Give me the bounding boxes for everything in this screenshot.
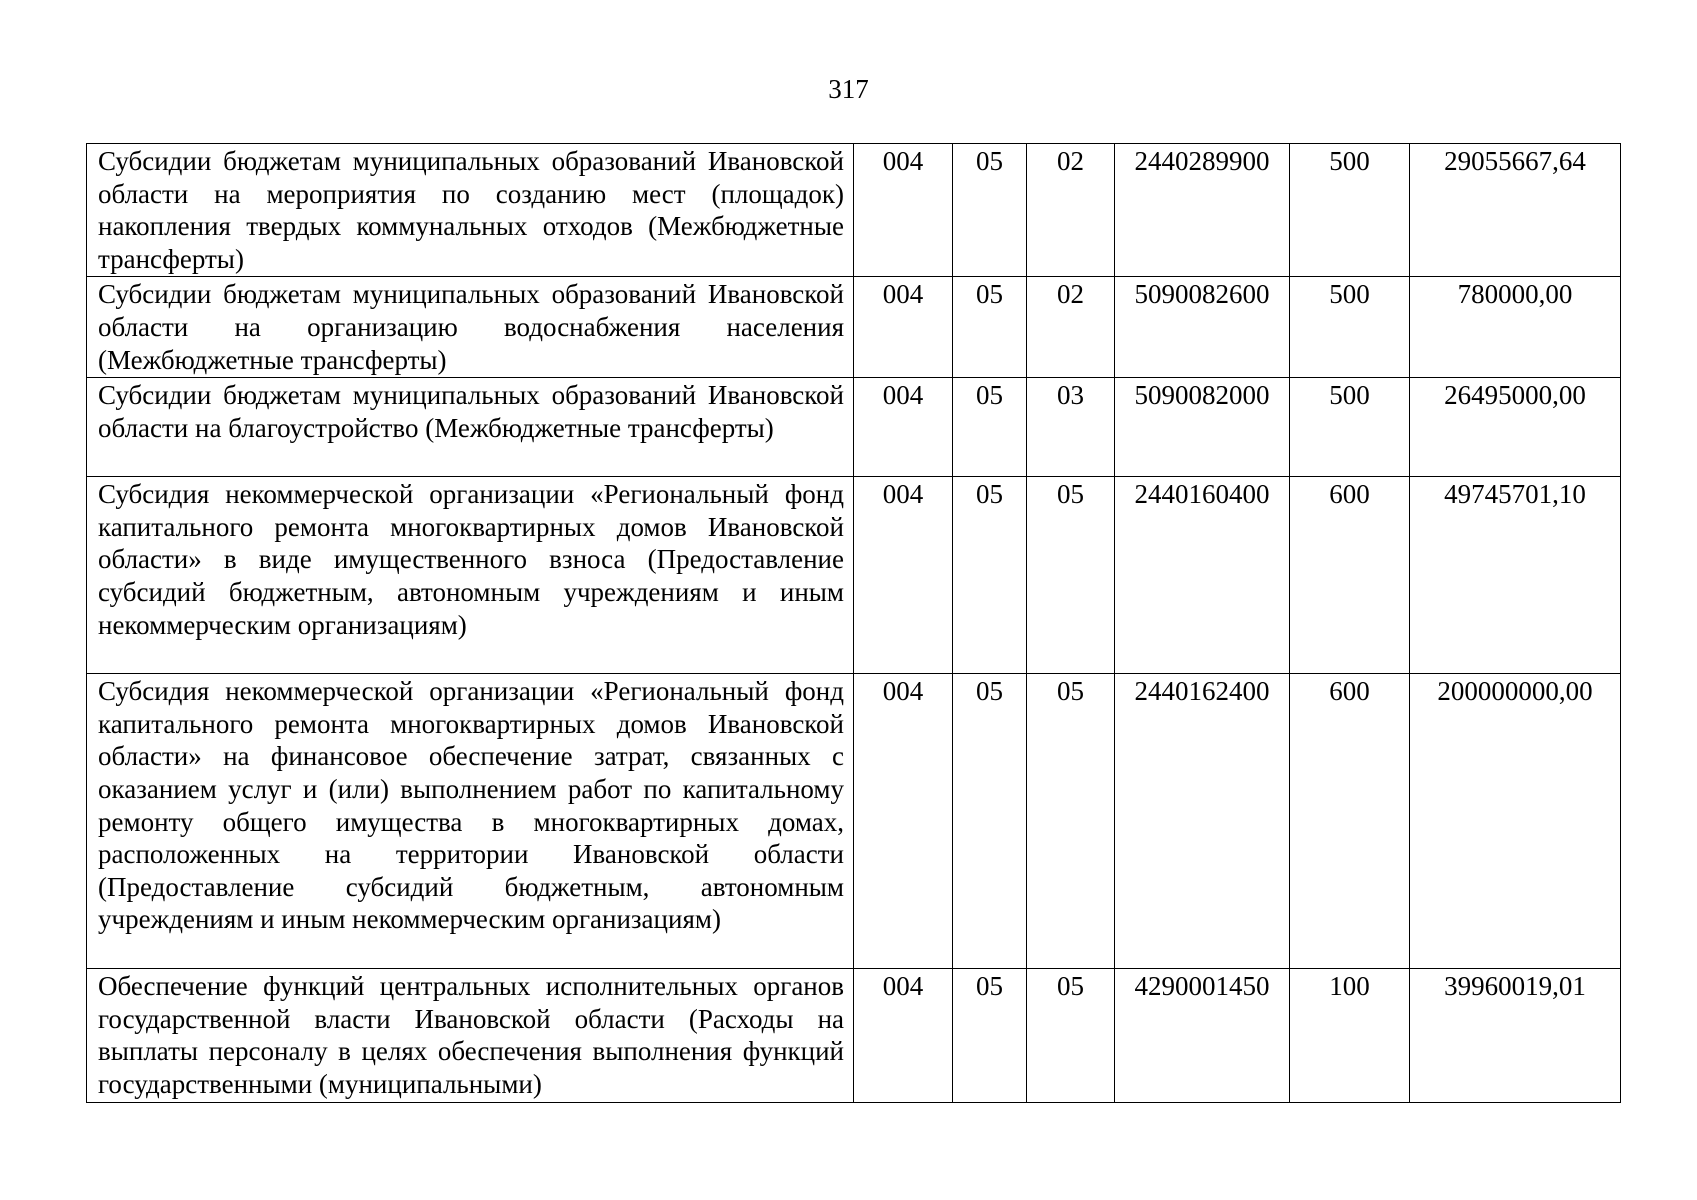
section-code: 05 (953, 477, 1027, 674)
amount: 26495000,00 (1410, 378, 1621, 477)
target-article-code: 5090082000 (1115, 378, 1290, 477)
ministry-code: 004 (854, 378, 953, 477)
subsection-code: 02 (1027, 277, 1115, 378)
table-row (87, 277, 1621, 378)
amount: 780000,00 (1410, 277, 1621, 378)
row-description: Субсидии бюджетам муниципальных образований Ивановской области на благоустройство (Межбюджетные трансферты) (87, 378, 854, 477)
target-article-code: 4290001450 (1115, 969, 1290, 1102)
row-description: Субсидии бюджетам муниципальных образований Ивановской области на мероприятия по созданию мест (площадок) накопления твердых коммунальных отходов (Межбюджетные трансферты) (87, 144, 854, 277)
row-description: Обеспечение функций центральных исполнительных органов государственной власти Ивановской области (Расходы на выплаты персоналу в целях обеспечения выполнения функций государственными (муниципальными) (87, 969, 854, 1102)
row-description: Субсидия некоммерческой организации «Региональный фонд капитального ремонта многоквартирных домов Ивановской области» на финансовое обеспечение затрат, связанных с оказанием услуг и (или) выполнением работ по капитальному ремонту общего имущества в многоквартирных домах, расположенных на территории Ивановской области (Предоставление субсидий бюджетным, автономным учреждениям и иным некоммерческим организациям) (87, 674, 854, 969)
amount: 29055667,64 (1410, 144, 1621, 277)
table-row (87, 969, 1621, 1102)
target-article-code: 5090082600 (1115, 277, 1290, 378)
ministry-code: 004 (854, 969, 953, 1102)
expense-type-code: 500 (1290, 277, 1410, 378)
target-article-code: 2440289900 (1115, 144, 1290, 277)
page-number: 317 (828, 74, 869, 104)
subsection-code: 02 (1027, 144, 1115, 277)
ministry-code: 004 (854, 674, 953, 969)
amount: 200000000,00 (1410, 674, 1621, 969)
subsection-code: 05 (1027, 477, 1115, 674)
section-code: 05 (953, 144, 1027, 277)
expense-type-code: 500 (1290, 378, 1410, 477)
subsection-code: 05 (1027, 969, 1115, 1102)
target-article-code: 2440162400 (1115, 674, 1290, 969)
expense-type-code: 500 (1290, 144, 1410, 277)
row-description: Субсидия некоммерческой организации «Региональный фонд капитального ремонта многоквартирных домов Ивановской области» в виде имущественного взноса (Предоставление субсидий бюджетным, автономным учреждениям и иным некоммерческим организациям) (87, 477, 854, 674)
section-code: 05 (953, 378, 1027, 477)
table-row (87, 674, 1621, 969)
table-row (87, 477, 1621, 674)
subsection-code: 03 (1027, 378, 1115, 477)
amount: 49745701,10 (1410, 477, 1621, 674)
ministry-code: 004 (854, 277, 953, 378)
section-code: 05 (953, 277, 1027, 378)
target-article-code: 2440160400 (1115, 477, 1290, 674)
section-code: 05 (953, 674, 1027, 969)
ministry-code: 004 (854, 144, 953, 277)
budget-table (86, 143, 1621, 1103)
expense-type-code: 600 (1290, 674, 1410, 969)
subsection-code: 05 (1027, 674, 1115, 969)
expense-type-code: 100 (1290, 969, 1410, 1102)
amount: 39960019,01 (1410, 969, 1621, 1102)
table-row (87, 378, 1621, 477)
row-description: Субсидии бюджетам муниципальных образований Ивановской области на организацию водоснабжения населения (Межбюджетные трансферты) (87, 277, 854, 378)
expense-type-code: 600 (1290, 477, 1410, 674)
ministry-code: 004 (854, 477, 953, 674)
section-code: 05 (953, 969, 1027, 1102)
table-row (87, 144, 1621, 277)
